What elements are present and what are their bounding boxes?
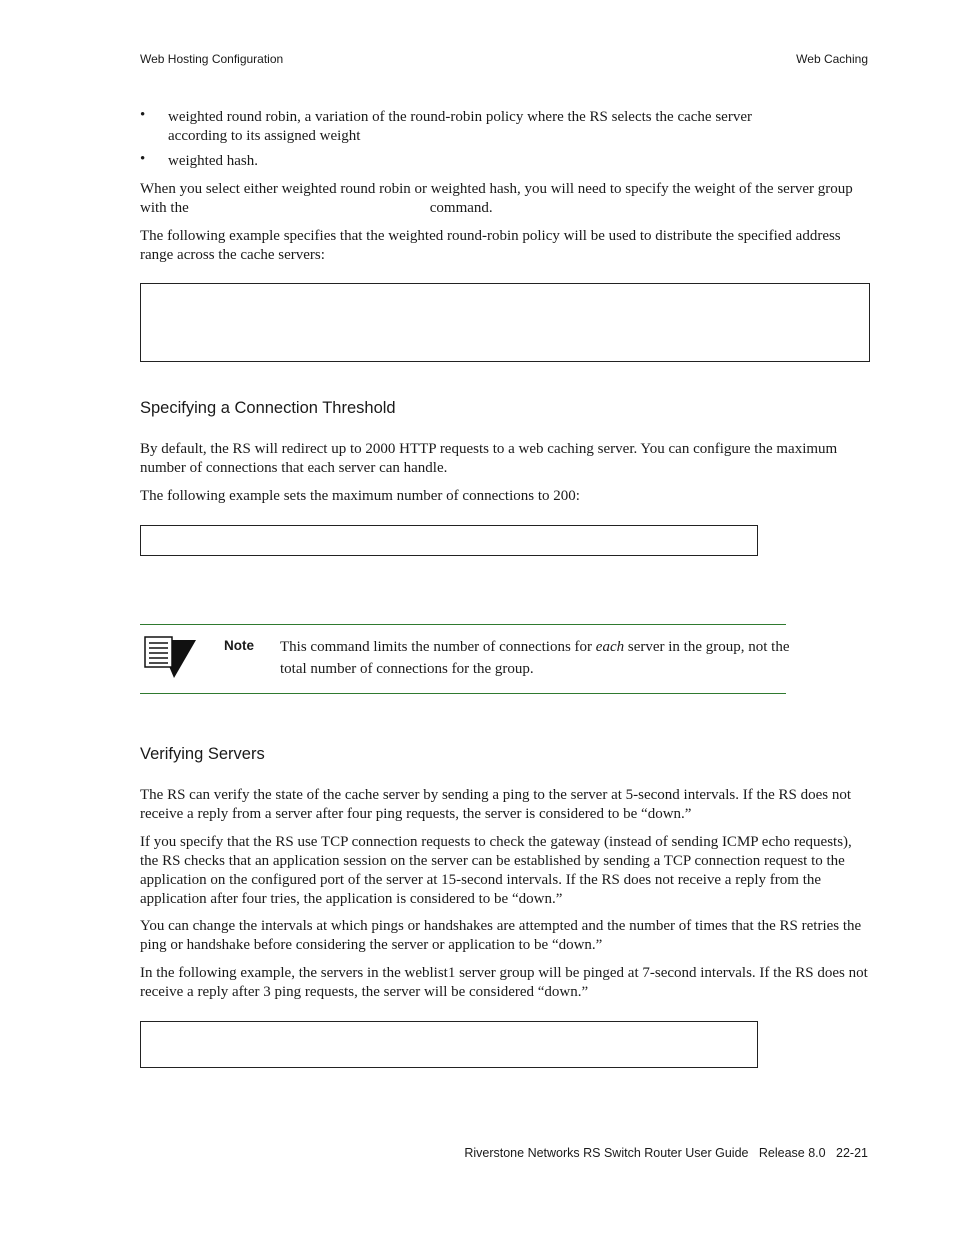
note-text-start: This command limits the number of connections for [280,639,596,655]
code-example-box [140,525,758,556]
bullet-item: weighted round robin, a variation of the round-robin policy where the RS selects the cache server according to its assigned weight [168,109,752,144]
verify-paragraph: You can change the intervals at which pings or handshakes are attempted and the number of times that the RS retries the ping or handshake before considering the server or application to be “down.” [140,918,862,953]
code-example-box [140,1021,758,1068]
note-top-rule [140,624,786,625]
threshold-example-paragraph: The following example sets the maximum number of connections to 200: [140,488,580,504]
note-text [280,636,790,680]
bullet-marker: • [140,151,146,167]
note-label: Note [224,638,254,653]
bullet-marker: • [140,107,146,123]
running-header-right: Web Caching [796,52,868,66]
weight-paragraph [140,180,868,218]
weight-paragraph-text-end: command. [429,200,493,216]
example-policy-paragraph: The following example specifies that the weighted round-robin policy will be used to distribute the specified address range across the cache servers: [140,228,841,263]
bullet-item: weighted hash. [168,153,258,169]
verify-paragraph: If you specify that the RS use TCP connection requests to check the gateway (instead of sending ICMP echo requests), the RS checks that an application session on the server can be established by sending a TCP connection request to the application on the configured port of the server at 15-second intervals. If the RS does not receive a reply from the application after four tries, the application is considered to be “down.” [140,834,852,907]
verify-paragraph: The RS can verify the state of the cache server by sending a ping to the server at 5-second intervals. If the RS does not receive a reply from a server after four ping requests, the server is considered to be “down.” [140,787,852,822]
note-icon [142,636,198,682]
weight-paragraph-text: When you select either weighted round robin or weighted hash, you will need to specify the weight of the server group with the [140,181,853,216]
page-footer: Riverstone Networks RS Switch Router User Guide Release 8.0 22-21 [464,1146,868,1160]
note-text-end: server in the group, not the total number of connections for the group. [280,639,790,677]
verify-paragraph: In the following example, the servers in the weblist1 server group will be pinged at 7-second intervals. If the RS does not receive a reply after 3 ping requests, the server will be considered “down.” [140,965,868,1000]
section-heading: Verifying Servers [140,745,265,763]
note-bottom-rule [140,693,786,694]
threshold-paragraph: By default, the RS will redirect up to 2000 HTTP requests to a web caching server. You can configure the maximum number of connections that each server can handle. [140,441,838,476]
section-heading: Specifying a Connection Threshold [140,399,396,417]
running-header-left: Web Hosting Configuration [140,52,284,66]
note-text-emphasis: each [595,639,625,655]
code-example-box [140,283,870,362]
